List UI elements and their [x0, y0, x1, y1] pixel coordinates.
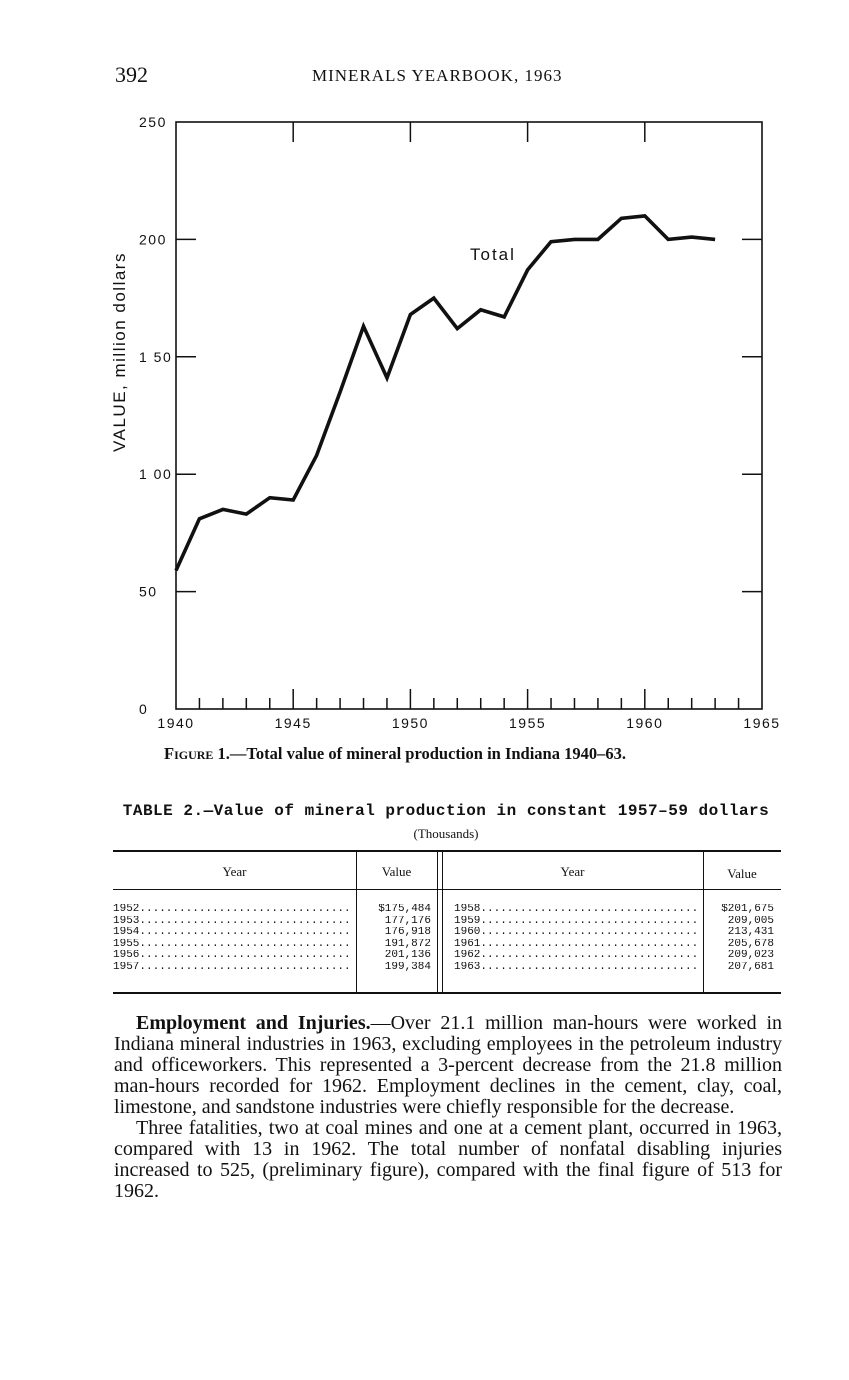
x-tick-label: 1950: [391, 715, 429, 731]
left-value-column: [359, 904, 431, 974]
right-year-column: [454, 904, 700, 974]
x-tick-label: 1940: [157, 715, 195, 731]
table-cell-year: 1961.................................: [454, 938, 699, 950]
table-cell-value: 207,681: [727, 961, 774, 973]
table-cell-year: 1954................................: [113, 927, 351, 939]
value-table: [113, 850, 781, 995]
x-tick-label: 1945: [274, 715, 312, 731]
table-cell-value: 201,136: [384, 950, 431, 962]
table-cell-value: $201,675: [721, 904, 774, 915]
table-top-rule: [113, 850, 781, 852]
series-line-total: [176, 216, 715, 571]
table-cell-year: 1963.................................: [454, 961, 699, 973]
table-cell-year: 1959.................................: [454, 915, 699, 927]
plot-frame: [176, 122, 762, 709]
figure-caption-text: —Total value of mineral production in Indiana 1940–63.: [229, 744, 626, 763]
right-value-column: [706, 904, 774, 974]
table-cell-year: 1958.................................: [454, 904, 699, 915]
table-cell-year: 1956................................: [113, 950, 351, 962]
running-title: MINERALS YEARBOOK, 1963: [312, 66, 563, 85]
paragraph-injuries: Three fatalities, two at coal mines and one at a cement plant, occurred in 1963, compared with 13 in 1962. The total number of nonfatal disabling injuries increased to 525, (preliminary figure), compared with the final figure of 513 for 1962.: [114, 1117, 782, 1202]
axis-ticks: [176, 122, 762, 709]
table-cell-value: 191,872: [384, 938, 431, 950]
table-cell-year: 1953................................: [113, 915, 351, 927]
table-header-year-left: Year: [222, 864, 247, 879]
x-tick-label: 1955: [509, 715, 547, 731]
page-number: 392: [115, 62, 148, 87]
table-bottom-rule: [113, 992, 781, 994]
figure-caption-label: Figure 1.: [164, 744, 230, 763]
table-cell-value: 176,918: [384, 927, 431, 939]
table-cell-value: 209,023: [727, 950, 774, 962]
y-axis-label: VALUE, million dollars: [110, 252, 129, 452]
body-text: [114, 1013, 782, 1202]
paragraph-heading: Employment and Injuries.: [136, 1012, 371, 1034]
table-header-year-right: Year: [560, 864, 585, 879]
table-subtitle: (Thousands): [413, 826, 479, 841]
table-cell-value: 205,678: [727, 938, 774, 950]
table-cell-year: 1960.................................: [454, 927, 699, 939]
table-cell-year: 1955................................: [113, 938, 351, 950]
table-header-value-right: Value: [727, 866, 757, 881]
table-cell-value: 209,005: [727, 915, 774, 927]
x-tick-label: 1960: [626, 715, 664, 731]
table-cell-value: 199,384: [384, 961, 431, 973]
table-divider: [437, 852, 438, 992]
paragraph-text: —Over 21.1 million man-hours were worked in Indiana mineral industries in 1963, excluding employees in the petroleum industry and officeworkers. This represented a 3-percent decrease from the 21.8 million man-hours recorded for 1962. Employment declines in the cement, clay, coal, limestone, and sandstone industries were chiefly responsible for the decrease.: [114, 1012, 783, 1118]
table-cell-year: 1962.................................: [454, 950, 699, 962]
table-cell-value: 177,176: [384, 915, 431, 927]
x-tick-labels: [157, 715, 780, 731]
y-tick-label: 0: [139, 701, 149, 717]
table-header-rule: [113, 889, 781, 890]
y-tick-label: 1 50: [139, 348, 173, 365]
series-label-total: Total: [470, 245, 516, 264]
table-header-value-left: Value: [381, 864, 412, 879]
figure-caption: [164, 744, 764, 764]
table-cell-value: $175,484: [378, 904, 431, 915]
y-tick-labels: [139, 114, 172, 717]
paragraph-employment: [114, 1013, 782, 1118]
y-tick-label: 50: [139, 583, 158, 600]
table-cell-year: 1952................................: [113, 904, 351, 915]
y-tick-label: 1 00: [139, 466, 173, 483]
y-tick-label: 250: [139, 114, 167, 130]
table-cell-value: 213,431: [727, 927, 774, 939]
y-tick-label: 200: [139, 231, 167, 248]
left-year-column: [113, 904, 353, 974]
x-tick-label: 1965: [743, 715, 781, 731]
table-title: TABLE 2.—Value of mineral production in constant 1957–59 dollars: [122, 802, 770, 820]
table-cell-year: 1957................................: [113, 961, 351, 973]
